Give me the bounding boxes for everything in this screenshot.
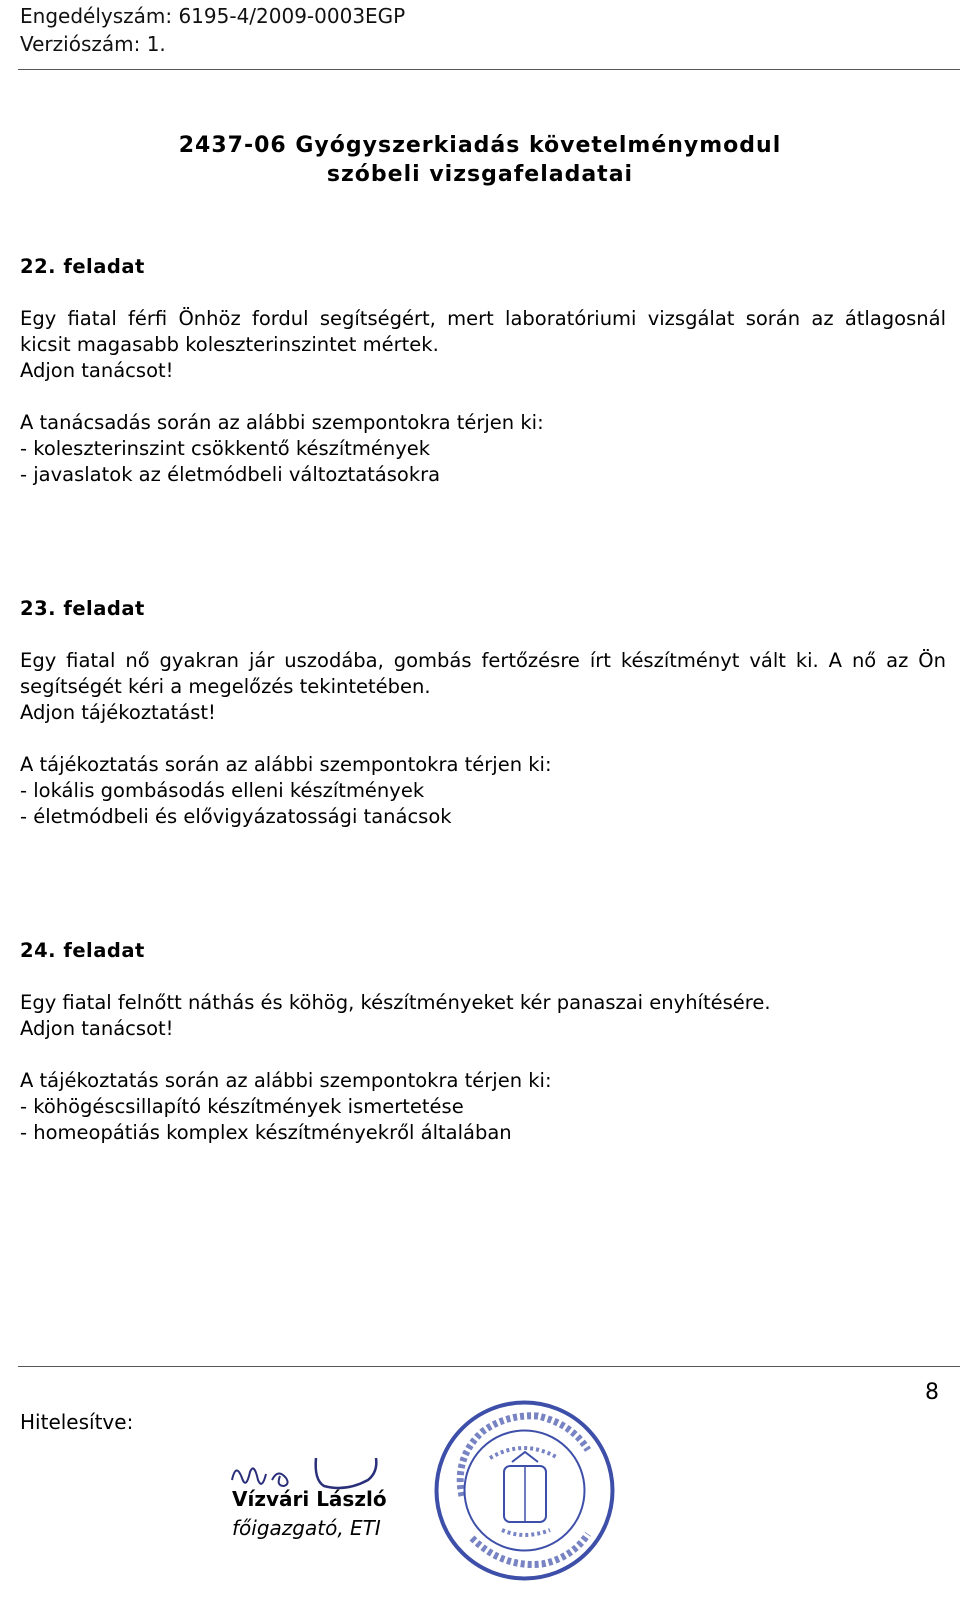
aspect-item: - homeopátiás komplex készítményekről általában (20, 1121, 512, 1144)
task-description: Egy fiatal nő gyakran jár uszodába, gombás fertőzésre írt készítményt vált ki. A nő az Ön segítségét kéri a megelőzés tekintetében. (20, 649, 946, 698)
task-title: 22. feladat (20, 255, 145, 278)
signer-role: főigazgató, ETI (232, 1516, 381, 1540)
task-instruction: Adjon tanácsot! (20, 359, 174, 382)
signer-name: Vízvári László (232, 1487, 387, 1511)
aspects-intro: A tanácsadás során az alábbi szempontokra térjen ki: (20, 411, 544, 434)
task-description: Egy fiatal felnőtt náthás és köhög, készítményeket kér panaszai enyhítésére. (20, 991, 771, 1014)
license-number: Engedélyszám: 6195-4/2009-0003EGP (20, 4, 406, 28)
header-divider (18, 69, 960, 70)
task-title: 24. feladat (20, 939, 145, 962)
aspect-item: - életmódbeli és elővigyázatossági tanácsok (20, 805, 452, 828)
task-description: Egy fiatal férfi Önhöz fordul segítségért, mert laboratóriumi vizsgálat során az átlagosnál kicsit magasabb koleszterinszintet mértek. (20, 307, 946, 356)
task-instruction: Adjon tanácsot! (20, 1017, 174, 1040)
task-24 (20, 938, 946, 1146)
task-22 (20, 254, 946, 488)
footer-divider (18, 1366, 960, 1367)
title-line-2: szóbeli vizsgafeladatai (326, 162, 634, 187)
page-number: 8 (925, 1380, 939, 1405)
document-header (20, 2, 405, 58)
document-title (0, 131, 960, 189)
aspect-item: - köhögéscsillapító készítmények ismertetése (20, 1095, 464, 1118)
version-number: Verziószám: 1. (20, 32, 166, 56)
title-line-1: 2437-06 Gyógyszerkiadás követelménymodul (178, 133, 782, 158)
aspects-intro: A tájékoztatás során az alábbi szempontokra térjen ki: (20, 1069, 552, 1092)
aspect-item: - koleszterinszint csökkentő készítmények (20, 437, 431, 460)
task-instruction: Adjon tájékoztatást! (20, 701, 216, 724)
task-title: 23. feladat (20, 597, 145, 620)
task-23 (20, 596, 946, 830)
aspects-intro: A tájékoztatás során az alábbi szempontokra térjen ki: (20, 753, 552, 776)
official-stamp-icon (432, 1398, 617, 1587)
authentication-label: Hitelesítve: (20, 1410, 134, 1434)
aspect-item: - javaslatok az életmódbeli változtatásokra (20, 463, 441, 486)
aspect-item: - lokális gombásodás elleni készítmények (20, 779, 425, 802)
